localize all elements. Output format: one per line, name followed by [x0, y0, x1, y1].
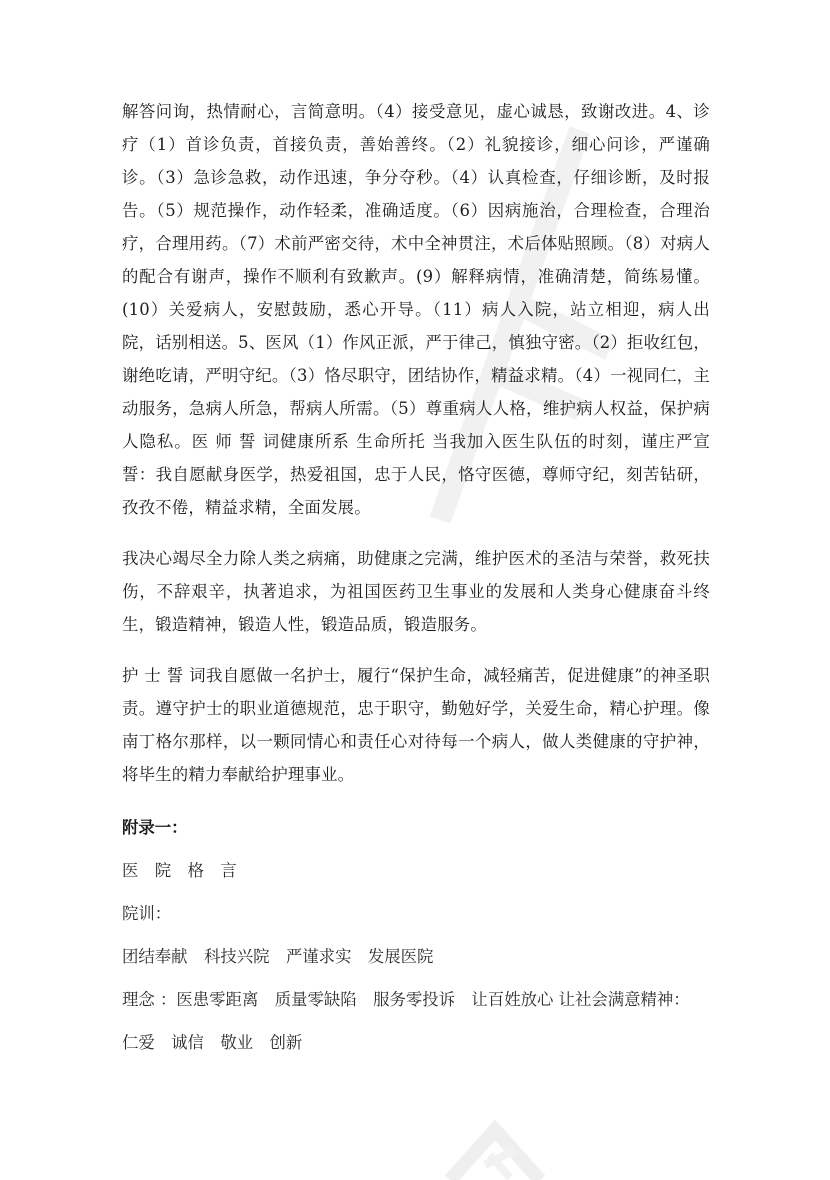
hospital-motto-label: 院训：	[122, 904, 172, 923]
hospital-philosophy: 理念 ：医患零距离 质量零缺陷 服务零投诉 让百姓放心 让社会满意精神：	[122, 990, 690, 1009]
hospital-spirit: 仁爱 诚信 敬业 创新	[122, 1033, 303, 1052]
paragraph-code-of-conduct: 解答问询，热情耐心，言简意明。（4）接受意见，虚心诚恳，致谢改进。4、诊疗（1）首诊负责，首接负责，善始善终。（2）礼貌接诊，细心问诊，严谨确诊。（3）急诊急救，动作迅速，争分夺秒。（4）认真检查，仔细诊断，及时报告。（5）规范操作，动作轻柔，准确适度。（6）因病施治，合理检查，合理治疗，合理用药。（7）术前严密交待，术中全神贯注，术后体贴照顾。（8）对病人的配合有谢声，操作不顺利有致歉声。(9）解释病情，准确清楚，简练易懂。(10）关爱病人，安慰鼓励，悉心开导。（11）病人入院，站立相迎，病人出院，话别相送。5、医风（1）作风正派，严于律己，慎独守密。（2）拒收红包，谢绝吃请，严明守纪。（3）恪尽职守，团结协作，精益求精。（4）一视同仁，主动服务，急病人所急，帮病人所需。（5）尊重病人人格，维护病人权益，保护病人隐私。医 师 誓 词健康所系 生命所托 当我加入医生队伍的时刻，谨庄严宣誓：我自愿献身医学，热爱祖国，忠于人民，恪守医德，尊师守纪，刻苦钻研，孜孜不倦，精益求精，全面发展。	[122, 102, 710, 517]
paragraph-physician-oath: 我决心竭尽全力除人类之病痛，助健康之完满，维护医术的圣洁与荣誉，救死扶伤，不辞艰辛，执著追求，为祖国医药卫生事业的发展和人类身心健康奋斗终生，锻造精神，锻造人性，锻造品质，锻造服务。	[122, 549, 710, 634]
appendix-heading: 附录一：	[122, 818, 188, 837]
paragraph-nurse-oath: 护 士 誓 词我自愿做一名护士，履行“保护生命，减轻痛苦，促进健康”的神圣职责。遵守护士的职业道德规范，忠于职守，勤勉好学，关爱生命，精心护理。像南丁格尔那样，以一颗同情心和责任心对待每一个病人，做人类健康的守护神，将毕生的精力奉献给护理事业。	[122, 666, 710, 784]
document-body	[122, 80, 710, 1059]
hospital-maxims-title: 医 院 格 言	[122, 861, 237, 880]
watermark-triangle-icon	[420, 1110, 570, 1180]
hospital-motto: 团结奉献 科技兴院 严谨求实 发展医院	[122, 947, 434, 966]
